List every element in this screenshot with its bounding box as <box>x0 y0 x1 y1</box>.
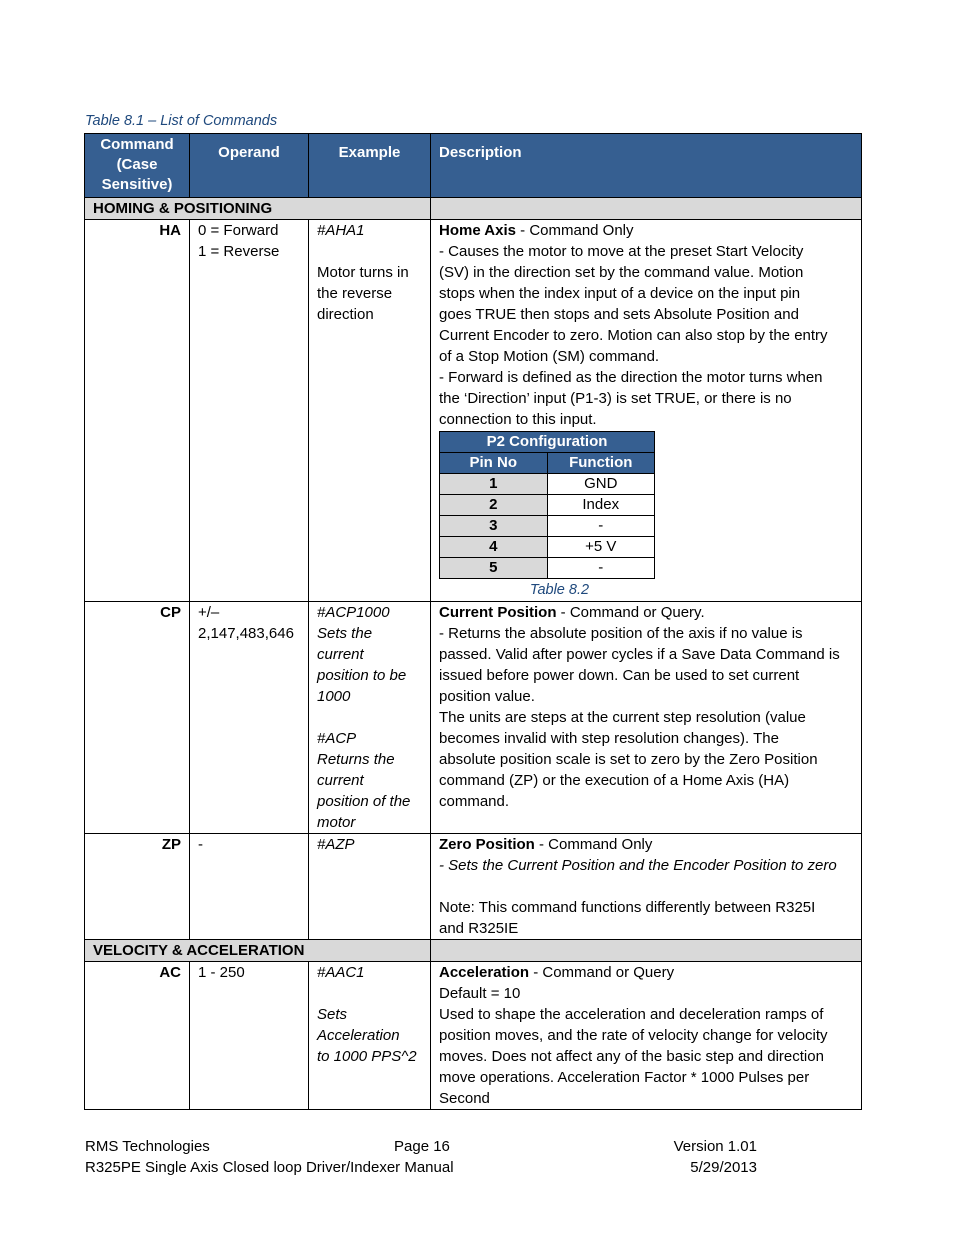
footer-page: Page 16 <box>394 1138 450 1155</box>
description-title: Current Position <box>439 604 557 621</box>
p2-col-pin: Pin No <box>440 453 548 474</box>
table-row <box>85 962 862 1110</box>
example-line: motor <box>317 814 356 831</box>
p2-row <box>440 474 655 495</box>
description-line: moves. Does not affect any of the basic step and direction <box>439 1048 824 1065</box>
example-line: position of the <box>317 793 411 810</box>
description-line: - Causes the motor to move at the preset Start Velocity <box>439 243 804 260</box>
description-line: and R325IE <box>439 920 519 937</box>
p2-pin: 1 <box>440 474 548 495</box>
table-header-row <box>85 134 862 198</box>
p2-table-caption: Table 8.2 <box>529 582 590 598</box>
operand-cell <box>190 602 309 834</box>
description-line: goes TRUE then stops and sets Absolute Position and <box>439 306 799 323</box>
description-line: command (ZP) or the execution of a Home Axis (HA) <box>439 772 790 789</box>
example-line: to 1000 PPS^2 <box>317 1048 417 1065</box>
description-line: stops when the index input of a device on the input pin <box>439 285 801 302</box>
description-line: issued before power down. Can be used to set current <box>439 667 800 684</box>
header-description: Description <box>431 134 862 198</box>
operand-line: +/– <box>198 604 220 621</box>
operand-cell <box>190 834 309 940</box>
description-line: move operations. Acceleration Factor * 1000 Pulses per <box>439 1069 810 1086</box>
example-line: #AZP <box>317 836 355 853</box>
p2-function: GND <box>547 474 655 495</box>
operand-cell <box>190 220 309 602</box>
description-title-rest: - Command Only <box>515 222 634 239</box>
description-title-line <box>439 602 855 623</box>
example-line: Sets the <box>317 625 373 642</box>
command-cell: CP <box>85 602 190 834</box>
p2-pin: 5 <box>440 558 548 579</box>
footer-right <box>674 1136 757 1178</box>
p2-function: - <box>547 558 655 579</box>
example-line: #ACP1000 <box>317 604 390 621</box>
p2-row <box>440 558 655 579</box>
description-title: Home Axis <box>439 222 516 239</box>
p2-pin: 3 <box>440 516 548 537</box>
p2-row <box>440 495 655 516</box>
example-line: Sets <box>317 1006 348 1023</box>
section-label-homing: HOMING & POSITIONING <box>85 198 431 220</box>
section-row-velocity <box>85 940 862 962</box>
description-line: absolute position scale is set to zero by the Zero Position <box>439 751 818 768</box>
description-line: becomes invalid with step resolution changes). The <box>439 730 779 747</box>
description-line: the ‘Direction’ input (P1-3) is set TRUE, or there is no <box>439 390 792 407</box>
description-line: position moves, and the rate of velocity change for velocity <box>439 1027 828 1044</box>
example-line: the reverse <box>317 285 393 302</box>
p2-configuration-table <box>439 431 655 579</box>
command-cell: AC <box>85 962 190 1110</box>
example-cell <box>309 220 431 602</box>
p2-pin: 4 <box>440 537 548 558</box>
description-line: (SV) in the direction set by the command value. Motion <box>439 264 804 281</box>
description-line: position value. <box>439 688 535 705</box>
example-line: 1000 <box>317 688 351 705</box>
description-line: Current Encoder to zero. Motion can also stop by the entry <box>439 327 828 344</box>
p2-function: +5 V <box>547 537 655 558</box>
command-cell: ZP <box>85 834 190 940</box>
description-line: Second <box>439 1090 490 1107</box>
footer-company: RMS Technologies <box>85 1138 210 1155</box>
description-line: The units are steps at the current step resolution (value <box>439 709 806 726</box>
header-command: Command (Case Sensitive) <box>85 134 190 198</box>
footer-date: 5/29/2013 <box>690 1159 757 1176</box>
description-line: Note: This command functions differently between R325I <box>439 899 816 916</box>
description-title: Zero Position <box>439 836 535 853</box>
example-line: position to be <box>317 667 407 684</box>
description-line: of a Stop Motion (SM) command. <box>439 348 660 365</box>
table-caption: Table 8.1 – List of Commands <box>85 113 278 129</box>
description-title-line <box>439 962 855 983</box>
p2-col-function: Function <box>547 453 655 474</box>
table-row <box>85 602 862 834</box>
description-title-rest: - Command Only <box>534 836 653 853</box>
section-row-homing <box>85 198 862 220</box>
example-line: #ACP <box>317 730 357 747</box>
section-empty-cell <box>431 940 862 962</box>
description-title-line <box>439 220 855 241</box>
example-line: Motor turns in <box>317 264 409 281</box>
example-line: Returns the <box>317 751 395 768</box>
operand-line: - <box>198 836 203 853</box>
table-row <box>85 834 862 940</box>
header-example: Example <box>309 134 431 198</box>
operand-line: 0 = Forward <box>198 222 279 239</box>
p2-function: - <box>547 516 655 537</box>
description-cell <box>431 602 862 834</box>
operand-cell <box>190 962 309 1110</box>
description-title-rest: - Command or Query. <box>556 604 705 621</box>
example-line: current <box>317 646 364 663</box>
p2-pin: 2 <box>440 495 548 516</box>
description-line: passed. Valid after power cycles if a Save Data Command is <box>439 646 840 663</box>
header-operand: Operand <box>190 134 309 198</box>
description-line: - Sets the Current Position and the Encoder Position to zero <box>439 857 837 874</box>
footer-manual: R325PE Single Axis Closed loop Driver/Indexer Manual <box>85 1159 454 1176</box>
example-line: #AHA1 <box>317 222 365 239</box>
description-title-line <box>439 834 855 855</box>
description-title-rest: - Command or Query <box>529 964 675 981</box>
description-line: Used to shape the acceleration and deceleration ramps of <box>439 1006 824 1023</box>
example-line: direction <box>317 306 374 323</box>
p2-table-title: P2 Configuration <box>440 432 655 453</box>
footer-version: Version 1.01 <box>673 1138 757 1155</box>
example-cell <box>309 834 431 940</box>
section-label-velocity: VELOCITY & ACCELERATION <box>85 940 431 962</box>
description-title: Acceleration <box>439 964 530 981</box>
description-line: Default = 10 <box>439 985 521 1002</box>
p2-function: Index <box>547 495 655 516</box>
operand-line: 2,147,483,646 <box>198 625 294 642</box>
commands-table <box>84 133 862 1110</box>
section-empty-cell <box>431 198 862 220</box>
example-line: Acceleration <box>317 1027 400 1044</box>
table-row <box>85 220 862 602</box>
operand-line: 1 - 250 <box>198 964 245 981</box>
p2-row <box>440 537 655 558</box>
description-line: connection to this input. <box>439 411 597 428</box>
description-cell <box>431 962 862 1110</box>
example-cell <box>309 962 431 1110</box>
description-line: - Forward is defined as the direction the motor turns when <box>439 369 823 386</box>
operand-line: 1 = Reverse <box>198 243 280 260</box>
description-line: - Returns the absolute position of the axis if no value is <box>439 625 803 642</box>
example-line: current <box>317 772 364 789</box>
description-cell <box>431 834 862 940</box>
description-cell <box>431 220 862 602</box>
example-cell <box>309 602 431 834</box>
p2-row <box>440 516 655 537</box>
description-line: command. <box>439 793 510 810</box>
example-line: #AAC1 <box>317 964 365 981</box>
command-cell: HA <box>85 220 190 602</box>
